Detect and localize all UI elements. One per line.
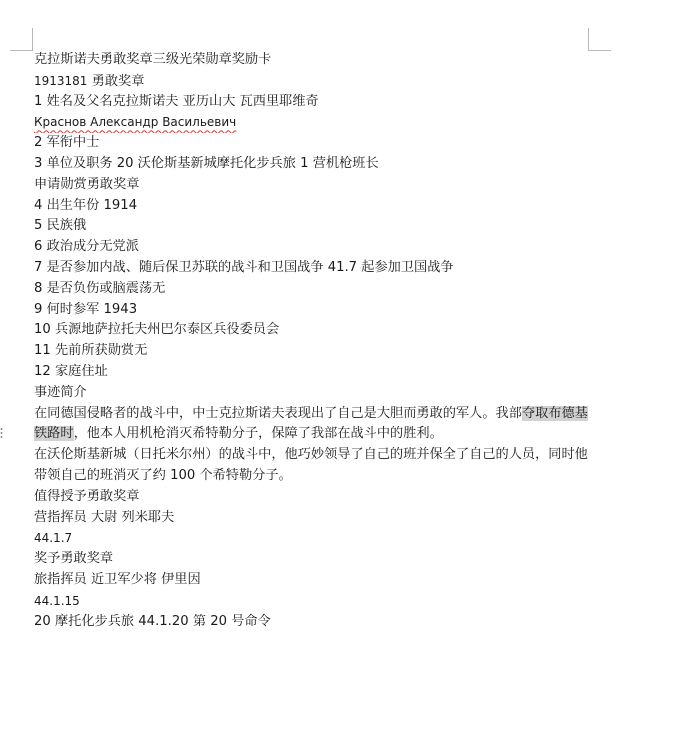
russian-name[interactable]: Краснов Александр Васильевич: [34, 115, 237, 130]
summary-paragraph-1-start: 在同德国侵略者的战斗中，中士克拉斯诺夫表现出了自己是大胆而勇敢的军人。我部: [34, 405, 522, 421]
worthy-of-award-line: 值得授予勇敢奖章: [34, 488, 140, 504]
nominated-for-line: 申请勋赏勇敢奖章: [34, 176, 140, 192]
document-body[interactable]: [34, 50, 592, 632]
field-5-nationality: 5 民族俄: [34, 218, 87, 234]
document-title: 克拉斯诺夫勇敢奖章三级光荣勋章奖励卡: [34, 52, 272, 67]
field-8-wounds: 8 是否负伤或脑震荡无: [34, 280, 166, 296]
field-12-address: 12 家庭住址: [34, 363, 108, 379]
award-decision-line: 奖予勇敢奖章: [34, 551, 114, 567]
field-9-enlisted: 9 何时参军 1943: [34, 301, 138, 317]
field-3-unit: 3 单位及职务 20 沃伦斯基新城摩托化步兵旅 1 营机枪班长: [34, 155, 379, 171]
field-1-value: 克拉斯诺夫 亚历山大 瓦西里耶维奇: [112, 93, 319, 109]
field-2-rank: 2 军衔中士: [34, 135, 100, 151]
field-7-war-participation: 7 是否参加内战、随后保卫苏联的战斗和卫国战争 41.7 起参加卫国战争: [34, 259, 454, 275]
award-number-line: [34, 71, 592, 92]
page-corner-mark-top-right: [588, 28, 611, 51]
selected-text-highlight[interactable]: 夺取布德基铁路时: [34, 405, 588, 442]
brigade-commander-line: 旅指挥员 近卫军少将 伊里因: [34, 571, 201, 587]
field-11-prior-awards: 11 先前所获勋赏无: [34, 343, 148, 359]
field-1-label: 1 姓名及父名: [34, 93, 113, 109]
russian-name-line: [34, 112, 592, 133]
award-number: 1913181: [34, 73, 88, 88]
date-1: 44.1.7: [34, 531, 73, 546]
page-corner-mark-top-left: [10, 28, 33, 51]
field-4-birth-year: 4 出生年份 1914: [34, 197, 138, 213]
battalion-commander-line: 营指挥员 大尉 列米耶夫: [34, 509, 175, 525]
summary-paragraph-2: 在沃伦斯基新城（日托米尔州）的战斗中，他巧妙领导了自己的班并保全了自己的人员，同时他带领自己的班消灭了约 100 个希特勒分子。: [34, 447, 588, 483]
date-2: 44.1.15: [34, 593, 80, 608]
field-1-name: [34, 92, 592, 113]
summary-paragraph-1-end: ，他本人用机枪消灭希特勒分子，保障了我部在战斗中的胜利。: [73, 426, 443, 442]
paragraph-move-handle[interactable]: [0, 427, 3, 439]
award-name: 勇敢奖章: [91, 73, 145, 89]
field-10-draft-office: 10 兵源地萨拉托夫州巴尔泰区兵役委员会: [34, 322, 280, 338]
field-6-party: 6 政治成分无党派: [34, 239, 139, 255]
summary-heading: 事迹简介: [34, 384, 87, 400]
summary-paragraph-1: [34, 404, 592, 446]
order-line: 20 摩托化步兵旅 44.1.20 第 20 号命令: [34, 613, 271, 629]
